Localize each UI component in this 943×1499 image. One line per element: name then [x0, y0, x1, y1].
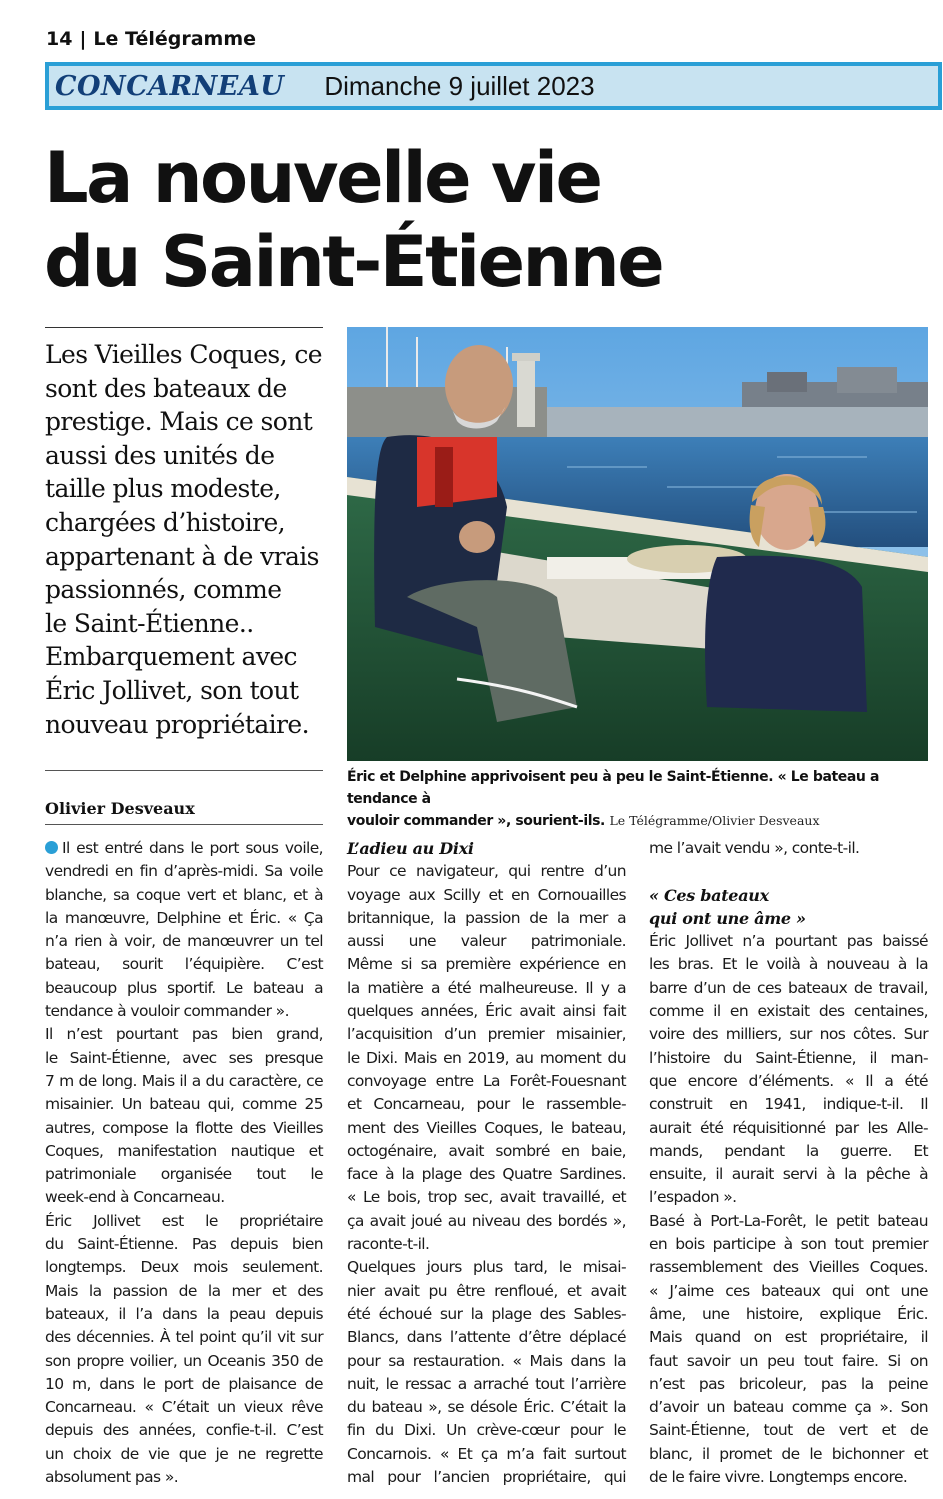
chapo-top-rule [45, 327, 323, 328]
body-line: autres, compose la flotte des Vieilles [45, 1118, 323, 1137]
body-line: construit en 1941, indique-t-il. Il [649, 1095, 928, 1114]
body-line: me l’avait vendu », conte-t-il. [649, 839, 860, 857]
body-line: Concarnois. « Et ça m’a fait surtout [347, 1444, 626, 1463]
body-line: ensuite, il aurait servi à la pêche à [649, 1165, 928, 1184]
body-line: voyage aux Scilly et en Cornouailles [347, 885, 626, 904]
chapo-bottom-rule [45, 770, 323, 771]
intertitle-dixi: L’adieu au Dixi [347, 839, 474, 858]
body-line: tendance à vouloir commander ». [45, 1002, 289, 1021]
caption-text-line-1: Éric et Delphine apprivoisent peu à peu le Saint-Étienne. « Le bateau a tendance à [347, 769, 880, 807]
body-line: Même si sa première expérience en [347, 955, 626, 974]
body-line: quelques années, Éric avait ainsi fait [347, 1002, 626, 1021]
body-line: un choix de vie que je ne regrette [45, 1444, 323, 1463]
body-line: ça avait joué au niveau des bordés », [347, 1211, 626, 1230]
intertitle-ame-line-1: « Ces bateaux [649, 885, 769, 905]
intertitle-ame-line-2: qui ont une âme » [649, 908, 806, 928]
body-line: mal pour l’ancien propriétaire, qui [347, 1468, 626, 1487]
body-line: ment des Vieilles Coques, le bateau, [347, 1118, 626, 1137]
body-line: depuis des années, confie-t-il. C’est [45, 1421, 323, 1440]
body-line: le Dixi. Mais en 2019, au moment du [347, 1048, 626, 1067]
article-column-1 [45, 837, 323, 1489]
body-line: âme, une histoire, explique Éric. [649, 1304, 928, 1323]
body-line: Saint-Étienne, tout de vert et de [649, 1421, 928, 1440]
body-line: Mais la passion de la mer et des [45, 1281, 323, 1300]
body-line: l’espadon ». [649, 1188, 737, 1207]
standfirst-line: taille plus modeste, [45, 474, 281, 504]
section-name: CONCARNEAU [55, 70, 285, 102]
body-line: misainier. Un bateau qui, comme 25 [45, 1095, 323, 1114]
body-line: d’avoir un bateau comme ça ». Son [649, 1398, 928, 1417]
body-line: « J’aime ces bateaux qui ont une [649, 1281, 928, 1300]
body-line: des décennies. À tel point qu’il vit sur [45, 1328, 323, 1347]
body-line: beaucoup plus sportif. Le bateau a [45, 978, 323, 997]
body-line: 10 m, dans le port de plaisance de [45, 1374, 323, 1393]
page-folio [46, 28, 256, 50]
issue-date: Dimanche 9 juillet 2023 [324, 70, 595, 101]
body-line: Éric Jollivet n’a pourtant pas baissé [649, 932, 928, 951]
byline-rule [45, 824, 323, 825]
body-line: Éric Jollivet est le propriétaire [45, 1211, 323, 1230]
body-line: n’est pas bricoleur, pas la peine [649, 1374, 928, 1393]
standfirst-line: Embarquement avec [45, 642, 297, 672]
body-line: week-end à Concarneau. [45, 1188, 225, 1207]
section-band-inner [49, 66, 938, 106]
body-line: l’histoire du Saint-Étienne, il man- [649, 1048, 928, 1067]
body-line: 7 m de long. Mais il a du caractère, ce [45, 1071, 323, 1090]
body-line: son propre voilier, un Oceanis 350 de [45, 1351, 323, 1370]
body-line: « Le bois, trop sec, avait travaillé, et [347, 1188, 626, 1207]
body-line: du Saint-Étienne. Pas depuis bien [45, 1235, 323, 1254]
body-line: Quelques jours plus tard, le misai- [347, 1258, 626, 1277]
article-standfirst [45, 338, 335, 741]
body-line: Il n’est pourtant pas bien grand, [45, 1025, 323, 1044]
body-line: mands, pendant la guerre. Et [649, 1141, 928, 1160]
body-line: britannique, la passion de la mer a [347, 908, 626, 927]
photo-caption [347, 766, 932, 832]
body-line: longtemps. Deux mois seulement. [45, 1258, 323, 1277]
body-line: Pour ce navigateur, qui rentre d’un [347, 862, 626, 881]
body-line: et Concarneau, pour le rassemble- [347, 1095, 626, 1114]
caption-text-line-2: vouloir commander », sourient-ils. [347, 813, 605, 829]
body-line [45, 837, 323, 860]
body-line: que encore d’éléments. « Il a été [649, 1071, 928, 1090]
standfirst-line: appartenant à de vrais [45, 541, 319, 571]
body-line: nier avait pu être renfloué, et avait [347, 1281, 626, 1300]
body-line: fin du Dixi. Un crève-cœur pour le [347, 1421, 626, 1440]
body-line: octogénaire, avait sombré en baie, [347, 1141, 626, 1160]
body-line: convoyage entre La Forêt-Fouesnant [347, 1071, 626, 1090]
body-line: absolument pas ». [45, 1468, 179, 1487]
body-line: Blancs, dans l’attente d’être déplacé [347, 1328, 626, 1347]
body-line: nuit, le ressac a arraché tout l’arrière [347, 1374, 626, 1393]
body-line: en bois participe à son tout premier [649, 1235, 928, 1254]
body-line: la matière a été malheureuse. Il y a [347, 978, 626, 997]
article-headline [44, 136, 924, 304]
body-line: pour sa restauration. « Mais dans la [347, 1351, 626, 1370]
body-line: été échoué sur la plage des Sables- [347, 1304, 626, 1323]
body-line: barre d’un de ces bateaux de travail, [649, 978, 928, 997]
body-line: faut savoir un peu tout faire. Si on [649, 1351, 928, 1370]
body-line: Mais quand on est propriétaire, il [649, 1328, 928, 1347]
body-line: vendredi en fin d’après-midi. Sa voile [45, 862, 323, 881]
body-line: bateaux, il l’a dans la peau depuis [45, 1304, 323, 1323]
paragraph-gap [649, 860, 928, 883]
article-column-3 [649, 837, 928, 1489]
body-line: comme il en existait des centaines, [649, 1002, 928, 1021]
body-line: raconte-t-il. [347, 1235, 430, 1254]
body-line-text: Il est entré dans le port sous voile, [62, 839, 323, 857]
headline-line-1: La nouvelle vie [44, 137, 601, 219]
body-line: de le faire vivre. Longtemps encore. [649, 1468, 908, 1487]
body-line: Concarneau. « C’était un vieux rêve [45, 1398, 323, 1417]
author-byline: Olivier Desveaux [45, 799, 195, 818]
body-line: bateau, sourit l’équipière. C’est [45, 955, 323, 974]
standfirst-line: sont des bateaux de [45, 373, 287, 403]
standfirst-line: prestige. Mais ce sont [45, 407, 313, 437]
photo-credit: Le Télégramme/Olivier Desveaux [609, 813, 820, 828]
standfirst-line: Éric Jollivet, son tout [45, 675, 299, 705]
standfirst-line: aussi des unités de [45, 440, 275, 470]
body-line: blanche, sa coque vert et blanc, et à [45, 885, 323, 904]
section-band [45, 62, 942, 110]
standfirst-line: Les Vieilles Coques, ce [45, 340, 322, 369]
standfirst-line: le Saint-Étienne.. [45, 608, 254, 638]
article-column-2 [347, 837, 626, 1489]
standfirst-line: chargées d’histoire, [45, 507, 285, 537]
page-number: 14 [46, 28, 73, 50]
body-line: les bras. Et le voilà à nouveau à la [649, 955, 928, 974]
body-line: Basé à Port-La-Forêt, le petit bateau [649, 1211, 928, 1230]
boat-photo-illustration [347, 327, 928, 761]
body-line: du bateau », se désole Éric. C’était la [347, 1398, 626, 1417]
body-line: face à la plage des Quatre Sardines. [347, 1165, 626, 1184]
body-line: aurait été réquisitionné par les Alle- [649, 1118, 928, 1137]
body-line: voire des milliers, sur nos côtes. Sur [649, 1025, 928, 1044]
body-line: blanc, il promet de le bichonner et [649, 1444, 928, 1463]
body-line: la manœuvre, Delphine et Éric. « Ça [45, 908, 323, 927]
body-line: le Saint-Étienne, avec ses presque [45, 1048, 323, 1067]
body-line: aussi une valeur patrimoniale. [347, 932, 626, 951]
standfirst-line: nouveau propriétaire. [45, 709, 309, 739]
body-line: rassemblement des Vieilles Coques. [649, 1258, 928, 1277]
body-line: n’a rien à voir, de manœuvrer un tel [45, 932, 323, 951]
body-line: l’acquisition d’un premier misainier, [347, 1025, 626, 1044]
standfirst-line: passionnés, comme [45, 575, 282, 605]
article-photo [347, 327, 928, 761]
publication-name: Le Télégramme [93, 28, 257, 50]
body-line: Coques, manifestation nautique et [45, 1141, 323, 1160]
body-line: patrimoniale organisée tout le [45, 1165, 323, 1184]
folio-separator: | [79, 28, 87, 50]
headline-line-2: du Saint-Étienne [44, 221, 663, 303]
paragraph-bullet-icon [45, 841, 58, 854]
